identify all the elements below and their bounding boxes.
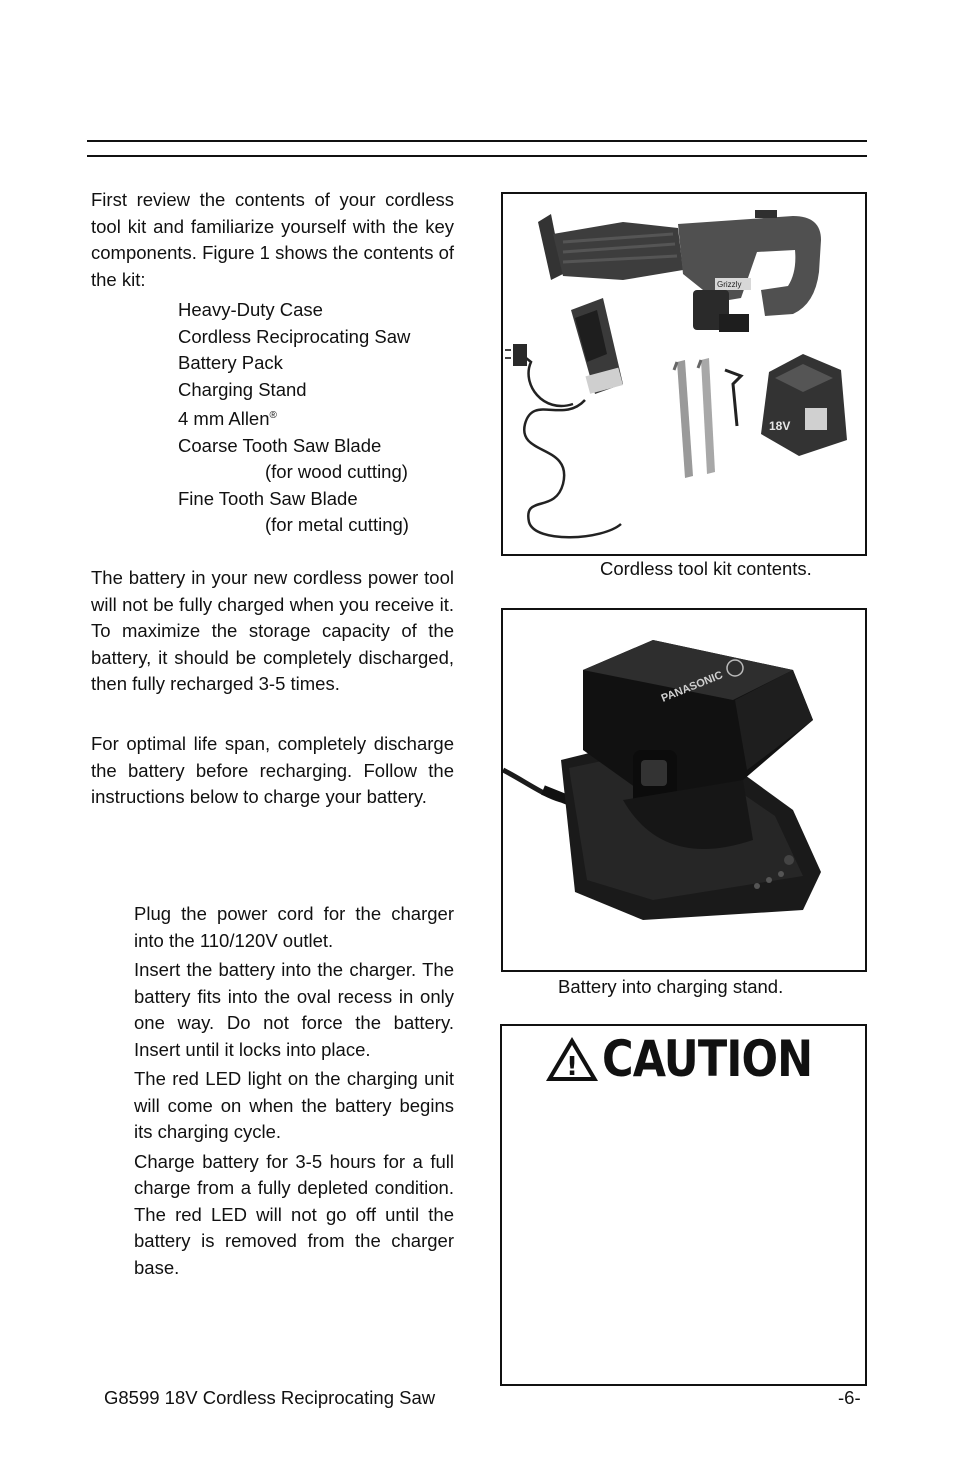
- kit-item-note: (for metal cutting): [265, 514, 409, 536]
- lifespan-note-paragraph: For optimal life span, completely discharge the battery before recharging. Follow the instructions below to charge your battery.: [91, 733, 454, 807]
- step-item: The red LED light on the charging unit will come on when the battery begins its charging cycle.: [134, 1068, 454, 1142]
- kit-item: Coarse Tooth Saw Blade: [178, 434, 382, 456]
- caution-heading: [544, 1030, 847, 1088]
- kit-item: Cordless Reciprocating Saw: [178, 325, 411, 347]
- intro-paragraph: First review the contents of your cordless tool kit and familiarize yourself with the key components. Figure 1 shows the contents of the kit:: [91, 189, 455, 290]
- saw-badge-text: Grizzly: [717, 280, 742, 289]
- figure1-photo: [501, 192, 867, 556]
- kit-item: Fine Tooth Saw Blade: [178, 487, 358, 509]
- figure2-photo: [501, 608, 867, 972]
- charging-steps-list: [134, 901, 454, 1284]
- charging-stand-image: [505, 298, 623, 537]
- caution-box: [500, 1024, 867, 1386]
- figure1-caption: Cordless tool kit contents.: [600, 558, 812, 579]
- allen-key-image: [725, 370, 741, 426]
- battery-label-text: 18V: [769, 419, 791, 433]
- figure2-caption: Battery into charging stand.: [558, 976, 784, 997]
- kit-item: Battery Pack: [178, 352, 283, 373]
- footer-page-number: -6-: [838, 1387, 861, 1408]
- kit-item: 4 mm Allen®: [178, 408, 277, 430]
- step-item: Charge battery for 3-5 hours for a full charge from a fully depleted condition. The red LED will not go off until the battery is removed from the charger base.: [134, 1150, 454, 1278]
- battery-note-paragraph: The battery in your new cordless power tool will not be fully charged when you receive it. To maximize the storage capacity of the battery, it should be completely discharged, then fully recharged 3-5 times.: [91, 567, 454, 694]
- header-rule-top: [87, 140, 867, 142]
- kit-item: Heavy-Duty Case: [178, 299, 323, 320]
- step-item: Insert the battery into the charger. The battery fits into the oval recess in only one way. Do not force the battery. Insert until it locks into place.: [134, 959, 454, 1060]
- kit-contents-list: [178, 297, 410, 539]
- registered-mark: ®: [269, 410, 277, 421]
- battery-brand-text: PANASONIC: [659, 669, 725, 705]
- caution-word: CAUTION: [602, 1030, 813, 1088]
- battery-pack-image: [761, 354, 847, 456]
- header-rule-bottom: [87, 155, 867, 157]
- warning-triangle-icon: [544, 1035, 600, 1083]
- footer-model: G8599 18V Cordless Reciprocating Saw: [104, 1387, 436, 1408]
- step-item: Plug the power cord for the charger into the 110/120V outlet.: [134, 903, 454, 951]
- kit-item: Charging Stand: [178, 378, 307, 400]
- saw-blades-image: [674, 358, 715, 478]
- tool-kit-illustration: [503, 194, 865, 554]
- warning-exclamation-text: !: [566, 1052, 578, 1082]
- kit-item-note: (for wood cutting): [265, 461, 408, 483]
- battery-charger-illustration: [503, 610, 865, 970]
